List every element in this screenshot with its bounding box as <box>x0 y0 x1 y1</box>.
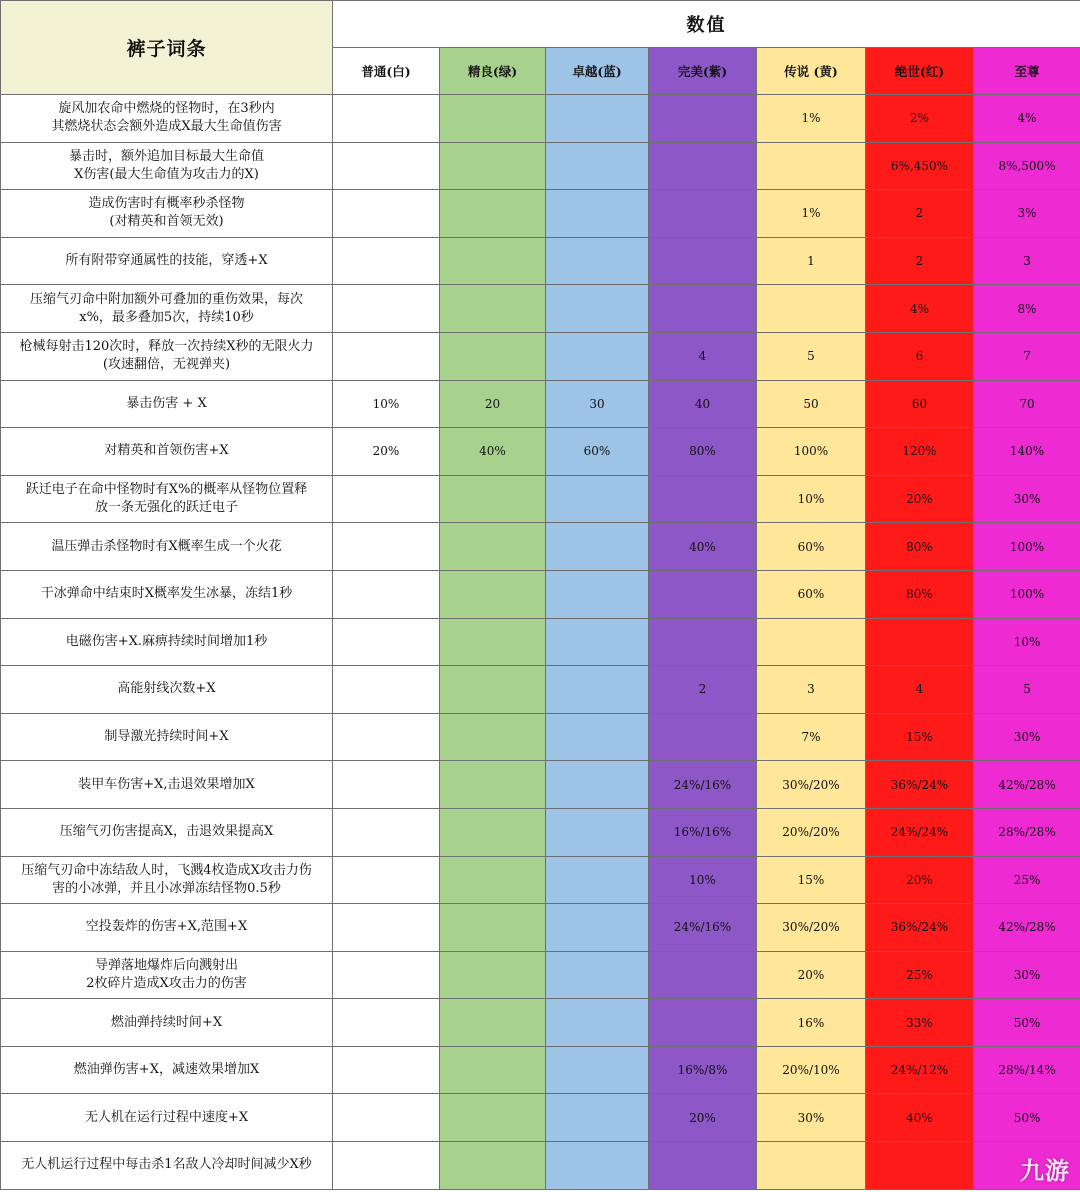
affix-description <box>1 142 333 190</box>
value-cell-red: 2 <box>866 190 974 238</box>
value-cell-green <box>440 1142 546 1190</box>
value-cell-pink: 100% <box>974 570 1080 618</box>
value-cell-white <box>333 999 440 1047</box>
affix-description <box>1 95 333 143</box>
value-cell-red: 4% <box>866 285 974 333</box>
value-cell-white: 20% <box>333 428 440 476</box>
affix-description <box>1 1142 333 1190</box>
value-cell-blue <box>546 570 649 618</box>
table-row <box>1 237 1080 285</box>
value-cell-blue <box>546 904 649 952</box>
value-cell-pink: 140% <box>974 428 1080 476</box>
value-cell-red: 36%/24% <box>866 904 974 952</box>
value-cell-white <box>333 951 440 999</box>
value-cell-yellow: 60% <box>757 523 866 571</box>
value-cell-green <box>440 999 546 1047</box>
value-cell-purple: 2 <box>649 666 757 714</box>
value-cell-purple <box>649 237 757 285</box>
value-cell-pink: 3 <box>974 237 1080 285</box>
value-cell-red: 36%/24% <box>866 761 974 809</box>
value-cell-blue <box>546 761 649 809</box>
value-cell-yellow: 20%/10% <box>757 1046 866 1094</box>
tier-header-yellow: 传说 (黄) <box>757 48 866 95</box>
value-cell-yellow: 3 <box>757 666 866 714</box>
value-cell-white <box>333 237 440 285</box>
table-row <box>1 523 1080 571</box>
affix-description-line: 无人机在运行过程中速度+X <box>84 1109 249 1125</box>
value-cell-purple: 40 <box>649 380 757 428</box>
affix-description <box>1 190 333 238</box>
value-cell-pink: 3% <box>974 190 1080 238</box>
value-cell-green <box>440 1046 546 1094</box>
value-cell-pink: 4% <box>974 95 1080 143</box>
value-cell-green <box>440 951 546 999</box>
affix-description <box>1 1046 333 1094</box>
value-cell-yellow: 15% <box>757 856 866 904</box>
value-cell-white <box>333 1142 440 1190</box>
value-cell-purple: 24%/16% <box>649 761 757 809</box>
value-cell-red: 80% <box>866 523 974 571</box>
affix-description-line: 放一条无强化的跃迁电子 <box>94 500 238 516</box>
affix-description-line: 跃迁电子在命中怪物时有X%的概率从怪物位置释 <box>25 482 308 498</box>
table-row <box>1 570 1080 618</box>
affix-description <box>1 666 333 714</box>
value-cell-purple: 16%/8% <box>649 1046 757 1094</box>
value-cell-yellow: 1% <box>757 95 866 143</box>
value-cell-yellow: 30% <box>757 1094 866 1142</box>
affix-description-line: 其燃烧状态会额外造成X最大生命值伤害 <box>51 119 282 135</box>
value-cell-purple: 4 <box>649 332 757 380</box>
value-cell-white <box>333 904 440 952</box>
value-cell-white <box>333 1046 440 1094</box>
value-cell-yellow <box>757 142 866 190</box>
table-title: 裤子词条 <box>1 1 333 95</box>
affix-description-line: 旋风加农命中燃烧的怪物时，在3秒内 <box>58 101 275 117</box>
value-cell-yellow: 20% <box>757 951 866 999</box>
value-cell-blue <box>546 1046 649 1094</box>
affix-description-line: 2枚碎片造成X攻击力的伤害 <box>86 975 247 991</box>
value-cell-pink: 100% <box>974 523 1080 571</box>
value-cell-red: 120% <box>866 428 974 476</box>
value-cell-purple <box>649 1142 757 1190</box>
affix-description-line: 干冰弹命中结束时X概率发生冰暴，冻结1秒 <box>40 586 293 602</box>
value-cell-pink: 7 <box>974 332 1080 380</box>
affix-description-line: 空投轰炸的伤害+X,范围+X <box>85 919 248 935</box>
value-cell-purple <box>649 713 757 761</box>
value-cell-yellow: 1 <box>757 237 866 285</box>
values-group-header: 数值 <box>333 1 1080 48</box>
value-cell-yellow: 20%/20% <box>757 808 866 856</box>
affix-description <box>1 856 333 904</box>
value-cell-red: 6%,450% <box>866 142 974 190</box>
value-cell-red: 24%/24% <box>866 808 974 856</box>
value-cell-green <box>440 237 546 285</box>
value-cell-white <box>333 856 440 904</box>
table-row <box>1 1142 1080 1190</box>
affix-description-line: 燃油弹持续时间+X <box>110 1014 223 1030</box>
affix-description-line: 装甲车伤害+X,击退效果增加X <box>78 776 255 792</box>
value-cell-pink: 50% <box>974 999 1080 1047</box>
table-row <box>1 95 1080 143</box>
affix-description <box>1 237 333 285</box>
affix-description-line: 压缩气刃命中附加额外可叠加的重伤效果，每次 <box>29 291 303 307</box>
value-cell-purple <box>649 95 757 143</box>
value-cell-yellow: 30%/20% <box>757 904 866 952</box>
affix-description <box>1 951 333 999</box>
value-cell-white <box>333 285 440 333</box>
table-row <box>1 713 1080 761</box>
value-cell-blue <box>546 142 649 190</box>
value-cell-blue <box>546 1142 649 1190</box>
value-cell-yellow <box>757 618 866 666</box>
affix-description-line: 枪械每射击120次时，释放一次持续X秒的无限火力 <box>19 339 314 355</box>
affix-description <box>1 904 333 952</box>
value-cell-blue <box>546 1094 649 1142</box>
value-cell-yellow: 7% <box>757 713 866 761</box>
value-cell-purple <box>649 190 757 238</box>
affix-description <box>1 761 333 809</box>
value-cell-white <box>333 808 440 856</box>
value-cell-purple: 40% <box>649 523 757 571</box>
value-cell-green <box>440 856 546 904</box>
table-row <box>1 285 1080 333</box>
value-cell-red: 2% <box>866 95 974 143</box>
value-cell-white <box>333 95 440 143</box>
tier-header-green: 精良(绿) <box>440 48 546 95</box>
value-cell-purple <box>649 475 757 523</box>
value-cell-purple: 80% <box>649 428 757 476</box>
table-row <box>1 1094 1080 1142</box>
value-cell-red: 15% <box>866 713 974 761</box>
value-cell-blue <box>546 332 649 380</box>
value-cell-blue <box>546 856 649 904</box>
value-cell-white <box>333 618 440 666</box>
value-cell-pink: 8%,500% <box>974 142 1080 190</box>
value-cell-blue: 60% <box>546 428 649 476</box>
tier-header-white: 普通(白) <box>333 48 440 95</box>
value-cell-pink: 70 <box>974 380 1080 428</box>
value-cell-pink: 28%/14% <box>974 1046 1080 1094</box>
value-cell-green <box>440 190 546 238</box>
value-cell-yellow <box>757 285 866 333</box>
affix-description-line: 燃油弹伤害+X，减速效果增加X <box>73 1062 260 1078</box>
value-cell-purple: 16%/16% <box>649 808 757 856</box>
value-cell-red: 2 <box>866 237 974 285</box>
value-cell-green <box>440 904 546 952</box>
value-cell-red: 4 <box>866 666 974 714</box>
value-cell-white <box>333 1094 440 1142</box>
value-cell-blue <box>546 190 649 238</box>
value-cell-green <box>440 713 546 761</box>
value-cell-yellow: 100% <box>757 428 866 476</box>
value-cell-red <box>866 1142 974 1190</box>
table-row <box>1 808 1080 856</box>
value-cell-purple: 20% <box>649 1094 757 1142</box>
affix-description <box>1 999 333 1047</box>
value-cell-pink: 30% <box>974 713 1080 761</box>
value-cell-green <box>440 1094 546 1142</box>
value-cell-pink: 42%/28% <box>974 904 1080 952</box>
affix-description <box>1 428 333 476</box>
affix-description <box>1 618 333 666</box>
value-cell-pink: 30% <box>974 951 1080 999</box>
value-cell-yellow: 60% <box>757 570 866 618</box>
affix-description <box>1 523 333 571</box>
value-cell-blue <box>546 285 649 333</box>
value-cell-blue <box>546 808 649 856</box>
value-cell-green <box>440 95 546 143</box>
value-cell-pink: 5 <box>974 666 1080 714</box>
affix-description-line: 压缩气刃命中冻结敌人时，飞溅4枚造成X攻击力伤 <box>21 862 312 878</box>
table-row <box>1 666 1080 714</box>
value-cell-green <box>440 285 546 333</box>
value-cell-blue <box>546 475 649 523</box>
affix-description <box>1 380 333 428</box>
affix-description-line: x%，最多叠加5次，持续10秒 <box>79 309 254 325</box>
value-cell-pink: 8% <box>974 285 1080 333</box>
affix-description <box>1 570 333 618</box>
value-cell-blue <box>546 666 649 714</box>
value-cell-purple <box>649 142 757 190</box>
table-row <box>1 761 1080 809</box>
tier-header-purple: 完美(紫) <box>649 48 757 95</box>
table-row <box>1 904 1080 952</box>
value-cell-pink: 42%/28% <box>974 761 1080 809</box>
value-cell-blue <box>546 713 649 761</box>
tier-header-blue: 卓越(蓝) <box>546 48 649 95</box>
value-cell-yellow: 5 <box>757 332 866 380</box>
affix-description-line: X伤害(最大生命值为攻击力的X) <box>74 166 259 182</box>
value-cell-purple <box>649 285 757 333</box>
affix-description-line: 暴击伤害 + X <box>126 395 207 411</box>
table-row <box>1 142 1080 190</box>
value-cell-yellow: 50 <box>757 380 866 428</box>
value-cell-red: 24%/12% <box>866 1046 974 1094</box>
affix-description-line: 暴击时，额外追加目标最大生命值 <box>68 148 264 164</box>
jiuyou-watermark-logo: 九游 <box>1020 1157 1070 1185</box>
value-cell-blue <box>546 523 649 571</box>
value-cell-white <box>333 190 440 238</box>
table-row <box>1 856 1080 904</box>
value-cell-blue <box>546 951 649 999</box>
value-cell-red: 25% <box>866 951 974 999</box>
table-row <box>1 380 1080 428</box>
value-cell-red: 20% <box>866 475 974 523</box>
value-cell-green: 20 <box>440 380 546 428</box>
value-cell-red: 33% <box>866 999 974 1047</box>
table-row <box>1 999 1080 1047</box>
value-cell-red: 6 <box>866 332 974 380</box>
value-cell-green <box>440 761 546 809</box>
value-cell-blue: 30 <box>546 380 649 428</box>
affix-description <box>1 1094 333 1142</box>
value-cell-pink: 10% <box>974 618 1080 666</box>
value-cell-green <box>440 523 546 571</box>
tier-header-red: 绝世(红) <box>866 48 974 95</box>
value-cell-white <box>333 713 440 761</box>
value-cell-blue <box>546 618 649 666</box>
value-cell-red: 20% <box>866 856 974 904</box>
value-cell-blue <box>546 95 649 143</box>
value-cell-pink: 28%/28% <box>974 808 1080 856</box>
affix-description-line: 所有附带穿通属性的技能，穿透+X <box>65 253 268 269</box>
table-row <box>1 428 1080 476</box>
value-cell-pink: 50% <box>974 1094 1080 1142</box>
value-cell-yellow <box>757 1142 866 1190</box>
value-cell-blue <box>546 237 649 285</box>
value-cell-purple <box>649 570 757 618</box>
value-cell-purple <box>649 618 757 666</box>
value-cell-white <box>333 475 440 523</box>
value-cell-green <box>440 618 546 666</box>
affix-description <box>1 713 333 761</box>
affix-description-line: 对精英和首领伤害+X <box>104 443 229 459</box>
affix-description <box>1 332 333 380</box>
affix-description-line: 无人机运行过程中每击杀1名敌人冷却时间减少X秒 <box>21 1157 312 1173</box>
value-cell-purple <box>649 951 757 999</box>
value-cell-pink: 25% <box>974 856 1080 904</box>
affix-description <box>1 475 333 523</box>
affix-description-line: 导弹落地爆炸后向溅射出 <box>94 957 238 973</box>
value-cell-red <box>866 618 974 666</box>
value-cell-red: 60 <box>866 380 974 428</box>
affix-description-line: 电磁伤害+X.麻痹持续时间增加1秒 <box>65 633 268 649</box>
affix-description-line: 温压弹击杀怪物时有X概率生成一个火花 <box>51 538 282 554</box>
affix-description-line: 害的小冰弹，并且小冰弹冻结怪物0.5秒 <box>52 880 281 896</box>
value-cell-yellow: 1% <box>757 190 866 238</box>
value-cell-white <box>333 570 440 618</box>
value-cell-yellow: 30%/20% <box>757 761 866 809</box>
value-cell-green <box>440 475 546 523</box>
affix-description-line: 制导激光持续时间+X <box>104 729 229 745</box>
value-cell-green <box>440 666 546 714</box>
table-row <box>1 475 1080 523</box>
value-cell-red: 40% <box>866 1094 974 1142</box>
table-row <box>1 332 1080 380</box>
table-row <box>1 190 1080 238</box>
table-row <box>1 1046 1080 1094</box>
affix-description <box>1 285 333 333</box>
value-cell-white <box>333 142 440 190</box>
value-cell-white <box>333 332 440 380</box>
value-cell-white: 10% <box>333 380 440 428</box>
value-cell-blue <box>546 999 649 1047</box>
value-cell-purple: 24%/16% <box>649 904 757 952</box>
value-cell-white <box>333 523 440 571</box>
value-cell-pink: 30% <box>974 475 1080 523</box>
value-cell-green: 40% <box>440 428 546 476</box>
table-body <box>1 95 1080 1190</box>
affix-description-line: (攻速翻倍，无视弹夹) <box>102 357 231 373</box>
value-cell-white <box>333 761 440 809</box>
affix-description <box>1 808 333 856</box>
value-cell-yellow: 10% <box>757 475 866 523</box>
table-row <box>1 618 1080 666</box>
value-cell-purple <box>649 999 757 1047</box>
value-cell-green <box>440 808 546 856</box>
value-cell-green <box>440 332 546 380</box>
value-cell-green <box>440 570 546 618</box>
value-cell-green <box>440 142 546 190</box>
affix-description-line: 高能射线次数+X <box>117 681 216 697</box>
value-cell-red: 80% <box>866 570 974 618</box>
affix-description-line: 造成伤害时有概率秒杀怪物 <box>88 196 245 212</box>
affix-description-line: 压缩气刃伤害提高X，击退效果提高X <box>59 824 274 840</box>
value-cell-white <box>333 666 440 714</box>
affix-description-line: (对精英和首领无效) <box>109 214 224 230</box>
tier-header-pink: 至尊 <box>974 48 1080 95</box>
value-cell-purple: 10% <box>649 856 757 904</box>
value-cell-yellow: 16% <box>757 999 866 1047</box>
table-row <box>1 951 1080 999</box>
